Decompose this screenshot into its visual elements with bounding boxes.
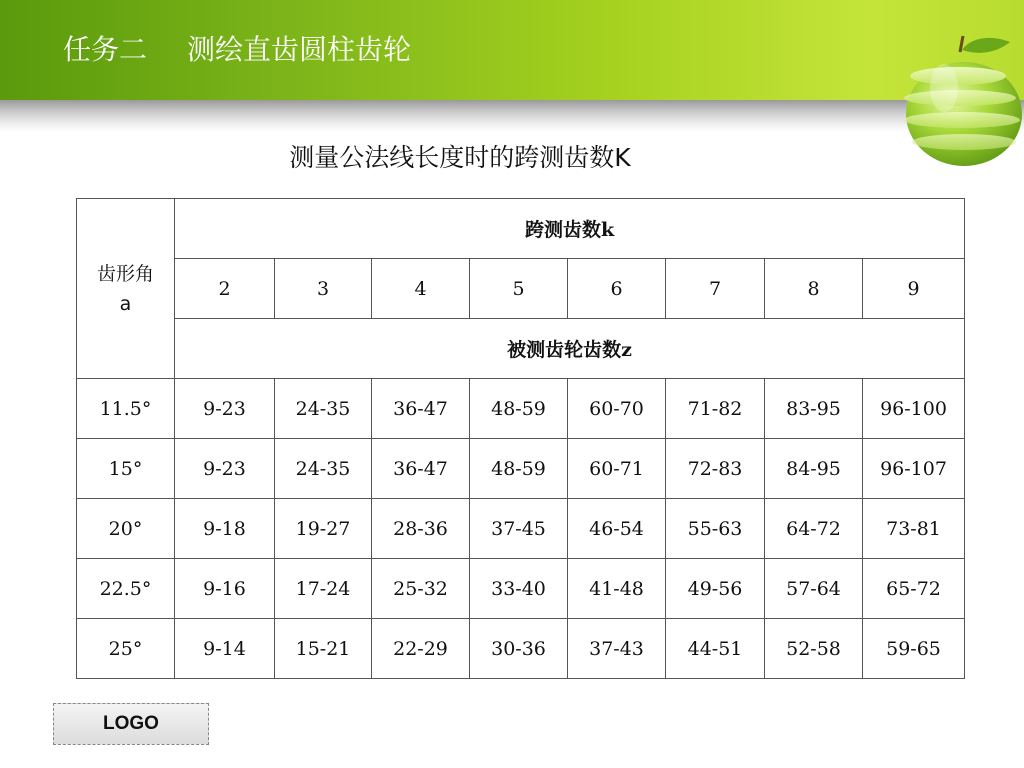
range-cell: 33-40 (470, 559, 568, 619)
range-cell: 65-72 (863, 559, 965, 619)
k-value-cell: 8 (765, 259, 863, 319)
range-cell: 49-56 (666, 559, 765, 619)
range-cell: 36-47 (372, 439, 470, 499)
range-cell: 15-21 (275, 619, 372, 679)
angle-cell: 25° (77, 619, 175, 679)
table-header-row-z (77, 319, 965, 379)
table-row (77, 499, 965, 559)
k-value-cell: 9 (863, 259, 965, 319)
range-cell: 60-70 (568, 379, 666, 439)
range-cell: 41-48 (568, 559, 666, 619)
k-header-cell: 跨测齿数k (175, 199, 965, 259)
k-value-cell: 5 (470, 259, 568, 319)
range-cell: 17-24 (275, 559, 372, 619)
table-body (77, 199, 965, 679)
range-cell: 46-54 (568, 499, 666, 559)
range-cell: 25-32 (372, 559, 470, 619)
k-value-cell: 6 (568, 259, 666, 319)
range-cell: 9-23 (175, 379, 275, 439)
range-cell: 72-83 (666, 439, 765, 499)
header-task: 任务二 (63, 33, 148, 66)
k-value-cell: 3 (275, 259, 372, 319)
slide-title: 测量公法线长度时的跨测齿数K (289, 143, 631, 172)
range-cell: 64-72 (765, 499, 863, 559)
angle-cell: 11.5° (77, 379, 175, 439)
range-cell: 9-18 (175, 499, 275, 559)
range-cell: 19-27 (275, 499, 372, 559)
header-title (63, 30, 411, 70)
range-cell: 73-81 (863, 499, 965, 559)
k-value-cell: 7 (666, 259, 765, 319)
range-cell: 84-95 (765, 439, 863, 499)
range-cell: 24-35 (275, 379, 372, 439)
table-header-row-k (77, 199, 965, 259)
table-header-row-k-values (77, 259, 965, 319)
range-cell: 37-43 (568, 619, 666, 679)
logo: LOGO (53, 703, 209, 745)
table-row (77, 379, 965, 439)
table-row (77, 559, 965, 619)
header-subject: 测绘直齿圆柱齿轮 (187, 33, 412, 66)
range-cell: 22-29 (372, 619, 470, 679)
range-cell: 57-64 (765, 559, 863, 619)
range-cell: 28-36 (372, 499, 470, 559)
angle-header-symbol: a (119, 292, 132, 315)
range-cell: 37-45 (470, 499, 568, 559)
range-cell: 55-63 (666, 499, 765, 559)
angle-header-cell (77, 199, 175, 379)
angle-cell: 15° (77, 439, 175, 499)
range-cell: 96-107 (863, 439, 965, 499)
range-cell: 30-36 (470, 619, 568, 679)
angle-cell: 22.5° (77, 559, 175, 619)
angle-cell: 20° (77, 499, 175, 559)
range-cell: 9-14 (175, 619, 275, 679)
range-cell: 9-23 (175, 439, 275, 499)
table-row (77, 439, 965, 499)
range-cell: 96-100 (863, 379, 965, 439)
range-cell: 52-58 (765, 619, 863, 679)
header-shadow (0, 100, 1024, 132)
z-header-cell: 被测齿轮齿数z (175, 319, 965, 379)
k-value-cell: 2 (175, 259, 275, 319)
range-cell: 36-47 (372, 379, 470, 439)
range-cell: 44-51 (666, 619, 765, 679)
k-value-cell: 4 (372, 259, 470, 319)
k-table (76, 198, 965, 679)
range-cell: 48-59 (470, 439, 568, 499)
range-cell: 83-95 (765, 379, 863, 439)
range-cell: 24-35 (275, 439, 372, 499)
range-cell: 9-16 (175, 559, 275, 619)
angle-header-label: 齿形角 (96, 262, 154, 285)
table-row (77, 619, 965, 679)
range-cell: 48-59 (470, 379, 568, 439)
range-cell: 60-71 (568, 439, 666, 499)
range-cell: 71-82 (666, 379, 765, 439)
range-cell: 59-65 (863, 619, 965, 679)
